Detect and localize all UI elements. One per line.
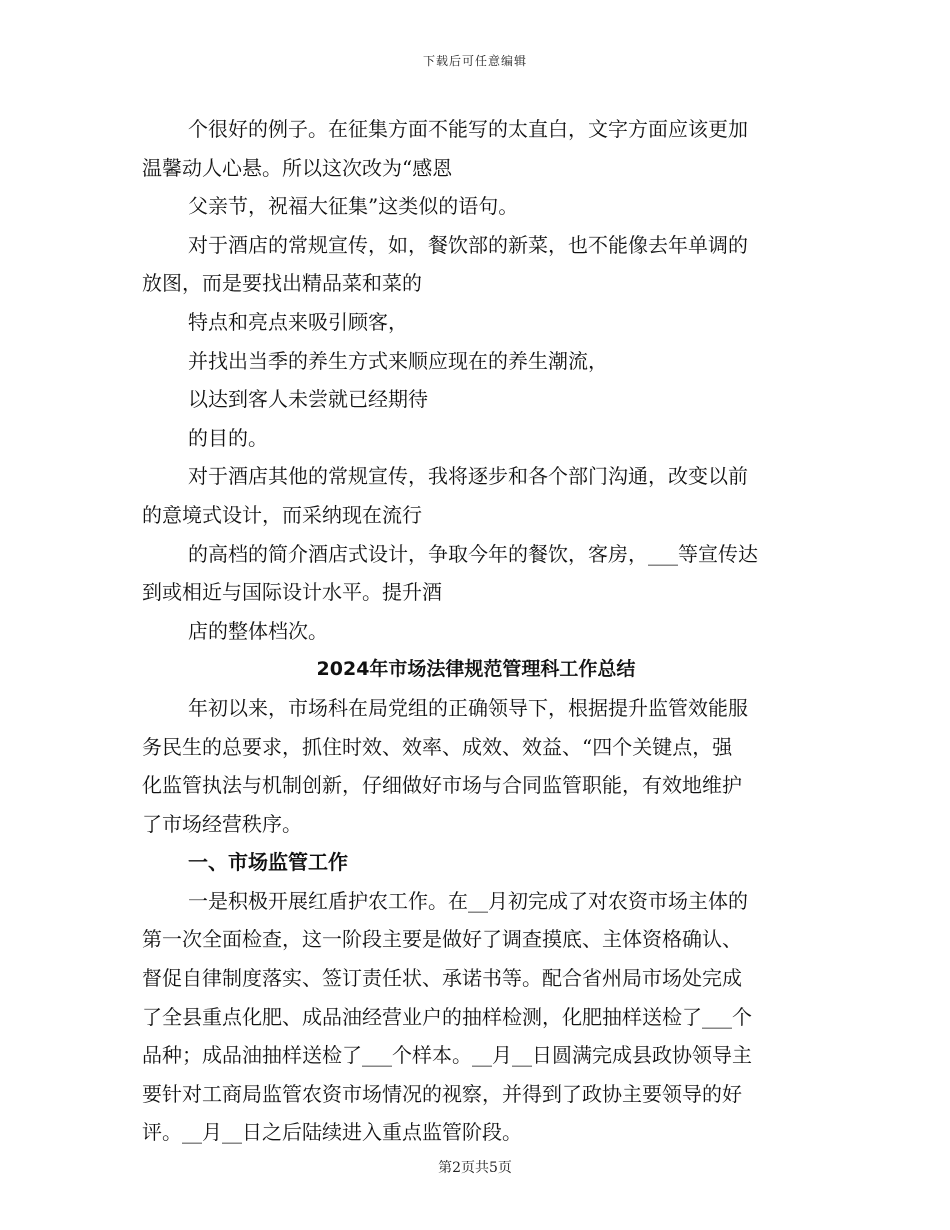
text-line: 一是积极开展红盾护农工作。在__月初完成了对农资市场主体的 xyxy=(188,888,748,913)
text-line: 务民生的总要求，抓住时效、效率、成效、效益、“四个关键点，强 xyxy=(142,734,733,759)
text-line: 评。__月__日之后陆续进入重点监管阶段。 xyxy=(142,1120,522,1145)
text-line: 年初以来，市场科在局党组的正确领导下，根据提升监管效能服 xyxy=(188,695,748,720)
text-line: 化监管执法与机制创新，仔细做好市场与合同监管职能，有效地维护 xyxy=(142,773,742,798)
text-line: 了全县重点化肥、成品油经营业户的抽样检测，化肥抽样送检了___个 xyxy=(142,1004,752,1029)
text-line: 要针对工商局监管农资市场情况的视察，并得到了政协主要领导的好 xyxy=(142,1081,742,1106)
text-line: 品种；成品油抽样送检了___个样本。__月__日圆满完成县政协领导主 xyxy=(142,1043,752,1068)
text-line: 到或相近与国际设计水平。提升酒 xyxy=(142,580,442,605)
text-line: 温馨动人心悬。所以这次改为“感恩 xyxy=(142,155,453,180)
text-line: 并找出当季的养生方式来顺应现在的养生潮流， xyxy=(188,348,608,373)
text-line: 对于酒店其他的常规宣传，我将逐步和各个部门沟通，改变以前 xyxy=(188,464,748,489)
text-line: 的目的。 xyxy=(188,425,268,450)
text-line: 以达到客人未尝就已经期待 xyxy=(188,387,428,412)
text-line: 个很好的例子。在征集方面不能写的太直白，文字方面应该更加 xyxy=(188,117,748,141)
text-line: 的意境式设计，而采纳现在流行 xyxy=(142,502,422,527)
text-line: 放图，而是要找出精品菜和菜的 xyxy=(142,271,422,296)
text-line: 了市场经营秩序。 xyxy=(142,811,302,836)
page-footer: 第2页共5页 xyxy=(438,1160,512,1176)
text-line: 的高档的简介酒店式设计，争取今年的餐饮，客房，___等宣传达 xyxy=(188,541,758,566)
text-line: 店的整体档次。 xyxy=(188,618,328,643)
text-line: 特点和亮点来吸引顾客， xyxy=(188,309,408,334)
text-line: 第一次全面检查，这一阶段主要是做好了调查摸底、主体资格确认、 xyxy=(142,927,742,952)
text-line: 督促自律制度落实、签订责任状、承诺书等。配合省州局市场处完成 xyxy=(142,966,742,991)
text-line: 父亲节，祝福大征集”这类似的语句。 xyxy=(188,194,519,219)
document-body xyxy=(142,110,810,1152)
section-title: 2024年市场法律规范管理科工作总结 xyxy=(316,658,636,681)
section-heading: 一、市场监管工作 xyxy=(188,850,348,875)
text-line: 对于酒店的常规宣传，如，餐饮部的新菜，也不能像去年单调的 xyxy=(188,232,748,257)
page-header: 下载后可任意编辑 xyxy=(422,54,527,68)
